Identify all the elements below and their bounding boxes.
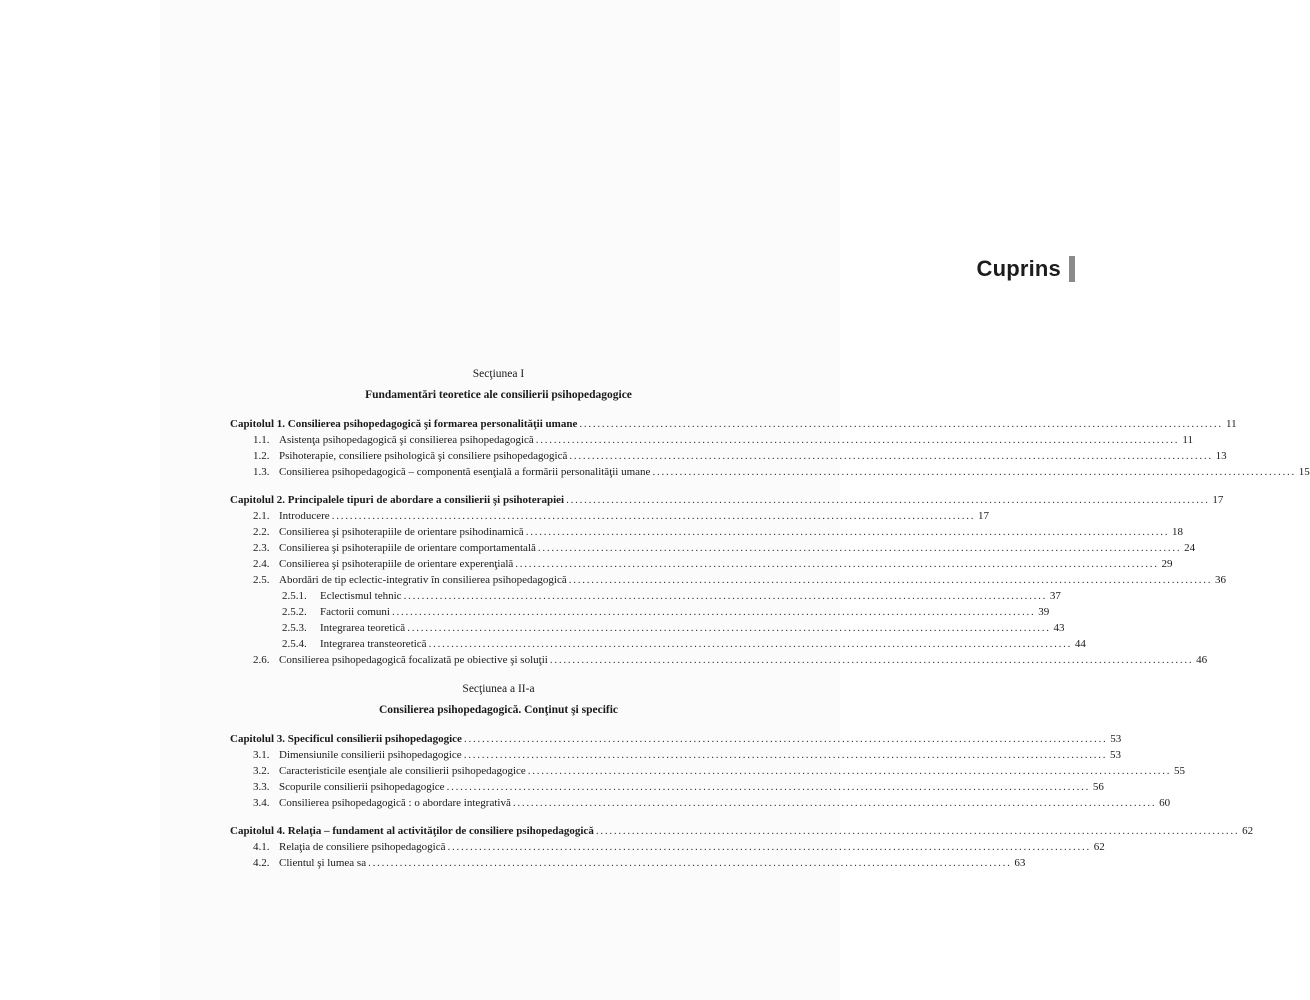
entry-label <box>253 652 548 668</box>
entry-number: 2.6. <box>253 654 270 666</box>
section-label: Secţiunea I <box>472 368 525 380</box>
page-number: 13 <box>1215 450 1227 462</box>
page-number: 53 <box>1110 733 1122 745</box>
dot-leader <box>464 731 1105 747</box>
entry-text: Consilierea şi psihoterapiile de orientare experenţială <box>279 558 514 570</box>
dot-leader <box>569 448 1210 464</box>
spacer <box>230 718 767 731</box>
spacer <box>230 403 767 416</box>
entry-text: Integrarea transteoretică <box>320 638 427 650</box>
toc-section-row[interactable] <box>230 839 1105 855</box>
dot-leader <box>538 540 1179 556</box>
dot-leader <box>447 779 1088 795</box>
toc-chapter-row[interactable] <box>230 823 1254 839</box>
page-number: 17 <box>1212 494 1224 506</box>
dot-leader <box>392 604 1033 620</box>
chapter-title: Capitolul 4. Relaţia – fundament al activităţilor de consiliere psihopedagogică <box>230 825 594 837</box>
entry-label <box>253 508 330 524</box>
toc-chapter-row[interactable] <box>230 492 1224 508</box>
toc-section-row[interactable] <box>230 572 1226 588</box>
entry-text: Integrarea teoretică <box>320 622 406 634</box>
entry-text: Consilierea psihopedagogică focalizată pe obiective şi soluţii <box>279 654 548 666</box>
dot-leader <box>407 620 1048 636</box>
page-number: 53 <box>1109 749 1121 761</box>
entry-number: 2.5.1. <box>282 590 307 602</box>
toc-chapter-row[interactable] <box>230 416 1237 432</box>
entry-text: Introducere <box>279 510 330 522</box>
dot-leader <box>332 508 973 524</box>
dot-leader <box>528 763 1169 779</box>
entry-number: 2.2. <box>253 526 270 538</box>
toc-section-row[interactable] <box>230 855 1026 871</box>
entry-label <box>253 572 567 588</box>
entry-number: 3.1. <box>253 749 270 761</box>
entry-text: Scopurile consilierii psihopedagogice <box>279 781 445 793</box>
entry-label <box>253 432 534 448</box>
section-title: Consilierea psihopedagogică. Conţinut şi specific <box>378 704 619 716</box>
toc-section-row[interactable] <box>230 747 1121 763</box>
dot-leader <box>536 432 1177 448</box>
entry-text: Consilierea şi psihoterapiile de orientare comportamentală <box>279 542 536 554</box>
dot-leader <box>464 747 1105 763</box>
entry-text: Eclectismul tehnic <box>320 590 402 602</box>
toc-section-row[interactable] <box>230 763 1186 779</box>
toc-section-row[interactable] <box>230 795 1171 811</box>
entry-number: 2.5.4. <box>282 638 307 650</box>
entry-text: Clientul şi lumea sa <box>279 857 367 869</box>
toc-section-row[interactable] <box>230 448 1227 464</box>
entry-number: 3.3. <box>253 781 270 793</box>
entry-label <box>253 839 445 855</box>
toc-section-row[interactable] <box>230 432 1194 448</box>
entry-text: Caracteristicile esenţiale ale consilierii psihopedagogice <box>279 765 526 777</box>
page-number: 29 <box>1161 558 1173 570</box>
page-number: 44 <box>1074 638 1086 650</box>
page-number: 62 <box>1093 841 1105 853</box>
toc-section-row[interactable] <box>230 524 1183 540</box>
page-number: 56 <box>1092 781 1104 793</box>
dot-leader <box>447 839 1088 855</box>
page-title: Cuprins <box>976 256 1061 281</box>
entry-text: Psihoterapie, consiliere psihologică şi consiliere psihopedagogică <box>279 450 568 462</box>
spacer <box>230 480 767 492</box>
page-number: 39 <box>1038 606 1050 618</box>
entry-number: 3.4. <box>253 797 270 809</box>
page-number: 55 <box>1174 765 1186 777</box>
entry-label <box>253 540 536 556</box>
spacer <box>230 668 767 681</box>
entry-label <box>282 636 427 652</box>
entry-text: Abordări de tip eclectic-integrativ în consilierea psihopedagogică <box>279 574 567 586</box>
entry-label <box>253 795 511 811</box>
page-number: 24 <box>1184 542 1196 554</box>
entry-label <box>253 448 567 464</box>
entry-text: Dimensiunile consilierii psihopedagogice <box>279 749 462 761</box>
spacer <box>230 811 767 823</box>
entry-label <box>282 604 390 620</box>
entry-text: Relaţia de consiliere psihopedagogică <box>279 841 446 853</box>
entry-number: 1.1. <box>253 434 270 446</box>
entry-text: Consilierea psihopedagogică : o abordare integrativă <box>279 797 511 809</box>
dot-leader <box>513 795 1154 811</box>
entry-number: 2.4. <box>253 558 270 570</box>
toc-section-row[interactable] <box>230 464 1310 480</box>
entry-number: 2.3. <box>253 542 270 554</box>
entry-number: 4.1. <box>253 841 270 853</box>
page-number: 62 <box>1242 825 1254 837</box>
entry-number: 2.5.2. <box>282 606 307 618</box>
section-title: Fundamentări teoretice ale consilierii psihopedagogice <box>365 389 632 401</box>
toc-section-row[interactable] <box>230 540 1196 556</box>
dot-leader <box>579 416 1220 432</box>
dot-leader <box>515 556 1156 572</box>
entry-number: 3.2. <box>253 765 270 777</box>
entry-label <box>282 620 405 636</box>
dot-leader <box>404 588 1045 604</box>
page-number: 18 <box>1171 526 1183 538</box>
chapter-title: Capitolul 1. Consilierea psihopedagogică şi formarea personalităţii umane <box>230 418 578 430</box>
toc-section-row[interactable] <box>230 556 1173 572</box>
page-number: 15 <box>1298 466 1310 478</box>
dot-leader <box>566 492 1207 508</box>
page-number: 11 <box>1225 418 1237 430</box>
entry-text: Consilierea psihopedagogică – componentă esenţială a formării personalităţii umane <box>279 466 651 478</box>
dot-leader <box>550 652 1191 668</box>
page-number: 63 <box>1014 857 1026 869</box>
page-number: 43 <box>1053 622 1065 634</box>
toc-subsection-row[interactable] <box>230 588 1061 604</box>
entry-label <box>282 588 402 604</box>
chapter-title: Capitolul 2. Principalele tipuri de abordare a consilierii şi psihoterapiei <box>230 494 565 506</box>
page-number: 60 <box>1159 797 1171 809</box>
toc-section-row[interactable] <box>230 652 1208 668</box>
toc-section-row[interactable] <box>230 779 1104 795</box>
dot-leader <box>368 855 1009 871</box>
chapter-title: Capitolul 3. Specificul consilierii psihopedagogice <box>230 733 462 745</box>
entry-number: 1.2. <box>253 450 270 462</box>
title-row <box>976 256 1075 282</box>
page-number: 17 <box>977 510 989 522</box>
dot-leader <box>429 636 1070 652</box>
page-number: 37 <box>1049 590 1061 602</box>
entry-label <box>253 524 524 540</box>
dot-leader <box>569 572 1210 588</box>
toc-section-row[interactable] <box>230 508 989 524</box>
toc-subsection-row[interactable] <box>230 636 1086 652</box>
page-number: 11 <box>1182 434 1194 446</box>
entry-number: 1.3. <box>253 466 270 478</box>
dot-leader <box>596 823 1237 839</box>
dot-leader <box>526 524 1167 540</box>
entry-label <box>253 556 513 572</box>
entry-text: Factorii comuni <box>320 606 390 618</box>
entry-number: 2.1. <box>253 510 270 522</box>
page-number: 46 <box>1196 654 1208 666</box>
toc-subsection-row[interactable] <box>230 620 1065 636</box>
entry-label <box>253 855 366 871</box>
entry-label <box>253 779 445 795</box>
toc-chapter-row[interactable] <box>230 731 1122 747</box>
entry-label <box>253 464 650 480</box>
title-accent-bar <box>1069 256 1075 282</box>
entry-number: 4.2. <box>253 857 270 869</box>
dot-leader <box>652 464 1293 480</box>
section-label: Secţiunea a II-a <box>462 683 535 695</box>
entry-number: 2.5. <box>253 574 270 586</box>
entry-text: Consilierea şi psihoterapiile de orientare psihodinamică <box>279 526 524 538</box>
page-number: 36 <box>1214 574 1226 586</box>
entry-text: Asistenţa psihopedagogică şi consilierea psihopedagogică <box>279 434 534 446</box>
table-of-contents <box>230 366 1310 871</box>
toc-subsection-row[interactable] <box>230 604 1050 620</box>
entry-number: 2.5.3. <box>282 622 307 634</box>
entry-label <box>253 747 462 763</box>
entry-label <box>253 763 526 779</box>
